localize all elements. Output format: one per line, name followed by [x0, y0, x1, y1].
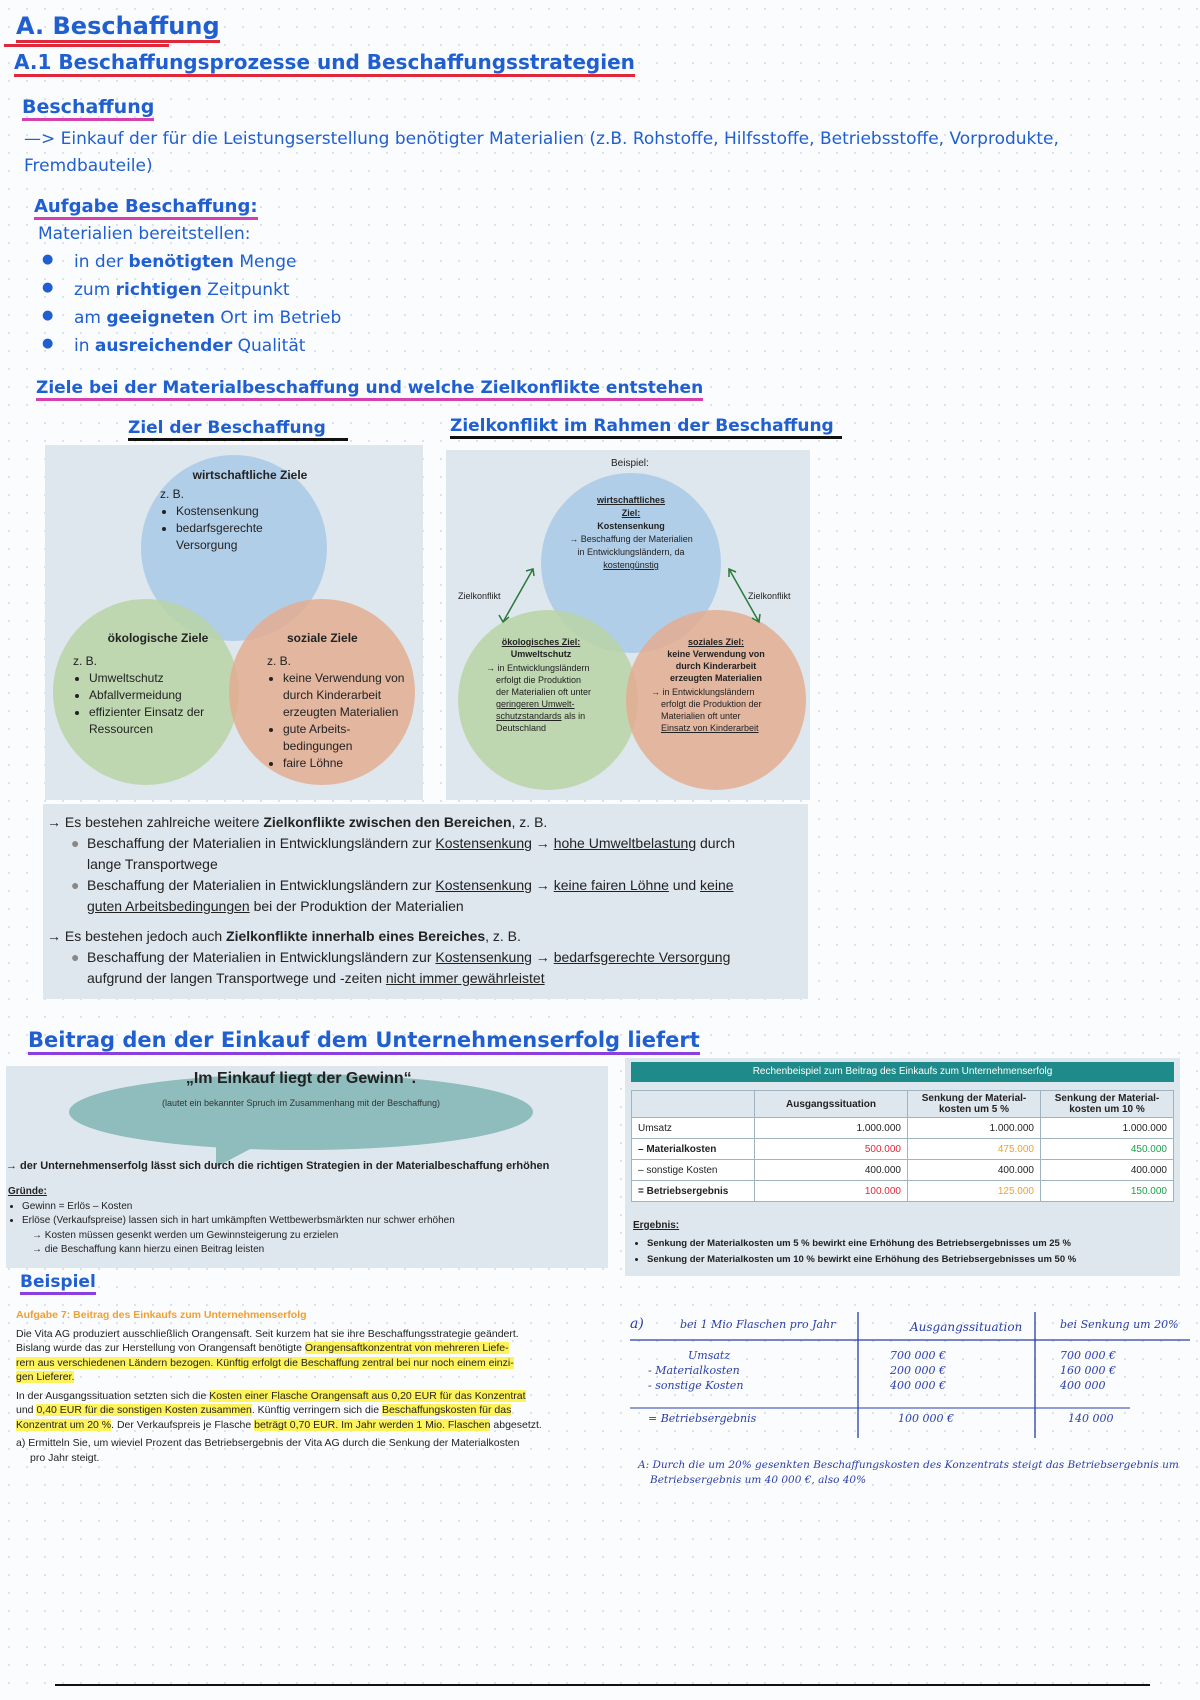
conflicts-line2: → Es bestehen jedoch auch Zielkonflikte innerhalb eines Bereiches, z. B. — [47, 928, 521, 944]
solution-total-v2: 140 000 — [1068, 1412, 1114, 1425]
venn1-title: Ziel der Beschaffung — [128, 418, 348, 438]
task-item: ● zum richtigen Zeitpunkt — [38, 280, 341, 308]
table-row: – sonstige Kosten 400.000 400.000 400.000 — [632, 1160, 1174, 1181]
task-title: Aufgabe 7: Beitrag des Einkaufs zum Unternehmenserfolg — [16, 1309, 307, 1321]
table-row: – Materialkosten 500.000 475.000 450.000 — [632, 1139, 1174, 1160]
venn2-social: soziales Ziel: keine Verwendung von durch Kinderarbeit erzeugten Materialien → in Entwicklungsländern erfolgt die Produktion der Materialien oft unter Einsatz von Kinderarbeit — [651, 637, 765, 733]
task-question: a) Ermitteln Sie, um wieviel Prozent das Betriebsergebnis der Vita AG durch die Senkung der Materialkosten pro Jahr steigt. — [16, 1437, 520, 1464]
definition-term: Beschaffung — [22, 96, 154, 118]
page-title: A. Beschaffung — [16, 12, 220, 40]
solution-col0: bei 1 Mio Flaschen pro Jahr — [680, 1318, 836, 1331]
venn1-ecological: ökologische Ziele z. B. • Umweltschutz • Abfallvermeidung • effizienter Einsatz der Ressourcen — [73, 630, 233, 738]
conflict-example: ● Beschaffung der Materialien in Entwicklungsländern zur Kostensenkung → keine fairen Löhne und keine guten Arbeitsbedingungen bei der Produktion der Materialien — [71, 877, 734, 914]
conflict-label-left: Zielkonflikt — [458, 591, 501, 601]
task-heading: Aufgabe Beschaffung: — [34, 196, 258, 217]
venn2-economic: wirtschaftliches Ziel: Kostensenkung → Beschaffung der Materialien in Entwicklungsländern, da kostengünstig — [569, 495, 693, 570]
reasons-title: Gründe: — [8, 1186, 47, 1197]
example-task — [16, 1308, 616, 1465]
solution-col2: bei Senkung um 20% — [1060, 1318, 1179, 1331]
venn2-example-label: Beispiel: — [611, 458, 649, 469]
venn2-title: Zielkonflikt im Rahmen der Beschaffung — [450, 416, 842, 436]
contribution-statement: → der Unternehmenserfolg lässt sich durch die richtigen Strategien in der Materialbeschaffung erhöhen — [6, 1160, 550, 1172]
task-item: ● in der benötigten Menge — [38, 252, 341, 280]
conflict-label-right: Zielkonflikt — [748, 591, 791, 601]
solution-answer: A: Durch die um 20% gesenkten Beschaffungskosten des Konzentrats steigt das Betriebsergebnis um Betriebsergebnis um 40 000 €, also 40% — [638, 1459, 1179, 1486]
solution-labels: Umsatz - Materialkosten - sonstige Kosten — [648, 1349, 744, 1392]
example-heading: Beispiel — [20, 1272, 96, 1292]
conflict-example: ● Beschaffung der Materialien in Entwicklungsländern zur Kostensenkung → hohe Umweltbelastung durch lange Transportwege — [71, 835, 736, 872]
section-title: A.1 Beschaffungsprozesse und Beschaffungsstrategien — [14, 50, 635, 74]
venn2-panel — [446, 450, 810, 800]
solution-v2: 700 000 € 160 000 € 400 000 — [1060, 1349, 1116, 1392]
conflicts-line1: → Es bestehen zahlreiche weitere Zielkonflikte zwischen den Bereichen, z. B. — [47, 814, 548, 830]
table-row: Umsatz 1.000.000 1.000.000 1.000.000 — [632, 1118, 1174, 1139]
title-underline-accent — [4, 44, 169, 47]
task-intro: Materialien bereitstellen: — [38, 224, 251, 244]
solution-label: a) — [630, 1316, 644, 1332]
task-list — [38, 252, 341, 364]
goals-heading: Ziele bei der Materialbeschaffung und welche Zielkonflikte entstehen — [36, 378, 703, 398]
solution-v1: 700 000 € 200 000 € 400 000 € — [890, 1349, 946, 1392]
venn1-panel — [45, 445, 423, 800]
table-row: = Betriebsergebnis 100.000 125.000 150.000 — [632, 1181, 1174, 1202]
calc-panel — [625, 1058, 1180, 1276]
result-title: Ergebnis: — [633, 1220, 680, 1231]
sub-reasons: → Kosten müssen gesenkt werden um Gewinnsteigerung zu erzielen → die Beschaffung kann hierzu einen Beitrag leisten — [32, 1230, 339, 1255]
solution-col1: Ausgangssituation — [910, 1320, 1023, 1334]
result-list: • Senkung der Materialkosten um 5 % bewirkt eine Erhöhung des Betriebsergebnisses um 25 % • Senkung der Materialkosten um 10 % bewirkt eine Erhöhung des Betriebsergebnisses um 50 % — [633, 1236, 1076, 1268]
definition-text: —> Einkauf der für die Leistungserstellung benötigter Materialien (z.B. Rohstoffe, Hilfsstoffe, Betriebsstoffe, Vorprodukte, Fremdbauteile) — [24, 129, 1059, 176]
venn1-economic: wirtschaftliche Ziele z. B. • Kostensenkung • bedarfsgerechte Versorgung — [160, 467, 320, 554]
bottom-divider — [55, 1684, 1150, 1686]
reasons-list: • Gewinn = Erlös – Kosten • Erlöse (Verkaufspreise) lassen sich in hart umkämpften Wettbewerbsmärkten nur schwer erhöhen — [8, 1200, 455, 1228]
venn1-social: soziale Ziele z. B. • keine Verwendung von durch Kinderarbeit erzeugten Materialien • gute Arbeits-bedingungen • faire Löhne — [257, 630, 407, 772]
conflicts-box — [43, 804, 808, 999]
calc-title: Rechenbeispiel zum Beitrag des Einkaufs zum Unternehmenserfolg — [631, 1062, 1174, 1082]
conflict-example: ● Beschaffung der Materialien in Entwicklungsländern zur Kostensenkung → bedarfsgerechte Versorgung aufgrund der langen Transportwege und -zeiten nicht immer gewährleistet — [71, 949, 731, 986]
quote-text: „Im Einkauf liegt der Gewinn“. — [185, 1070, 417, 1087]
task-item: ● in ausreichender Qualität — [38, 336, 341, 364]
task-item: ● am geeigneten Ort im Betrieb — [38, 308, 341, 336]
task-para1: Die Vita AG produziert ausschließlich Orangensaft. Seit kurzem hat sie ihre Beschaffungsstrategie geändert. Bislang wurde das zur Herstellung von Orangensaft benötigte Orangensaftkonzentrat von mehreren Liefe- rern aus verschiedenen Ländern bezogen. Künftig erfolgt die Beschaffung zentral bei nur noch einem einzi- gen Lieferer. — [16, 1327, 519, 1383]
venn2-ecological: ökologisches Ziel: Umweltschutz → in Entwicklungsländern erfolgt die Produktion der Materialien oft unter geringeren Umwelt- schutzstandards als in Deutschland — [486, 637, 592, 733]
solution-total-label: = Betriebsergebnis — [648, 1412, 757, 1425]
solution-total-v1: 100 000 € — [898, 1412, 954, 1425]
handwritten-solution — [630, 1308, 1190, 1498]
calc-header-row: Ausgangssituation Senkung der Material-kosten um 5 % Senkung der Material-kosten um 10 % — [632, 1091, 1174, 1118]
task-para2: In der Ausgangssituation setzten sich die Kosten einer Flasche Orangensaft aus 0,20 EUR für das Konzentrat und 0,40 EUR für die sonstigen Kosten zusammen. Künftig verringern sich die Beschaffungskosten für das Konzentrat um 20 %. Der Verkaufspreis je Flasche beträgt 0,70 EUR. Im Jahr werden 1 Mio. Flaschen abgesetzt. — [16, 1389, 542, 1431]
contribution-panel — [6, 1066, 608, 1268]
contribution-heading: Beitrag den der Einkauf dem Unternehmenserfolg liefert — [28, 1028, 700, 1052]
quote-note: (lautet ein bekannter Spruch im Zusammenhang mit der Beschaffung) — [162, 1098, 440, 1108]
calc-table — [631, 1090, 1174, 1202]
